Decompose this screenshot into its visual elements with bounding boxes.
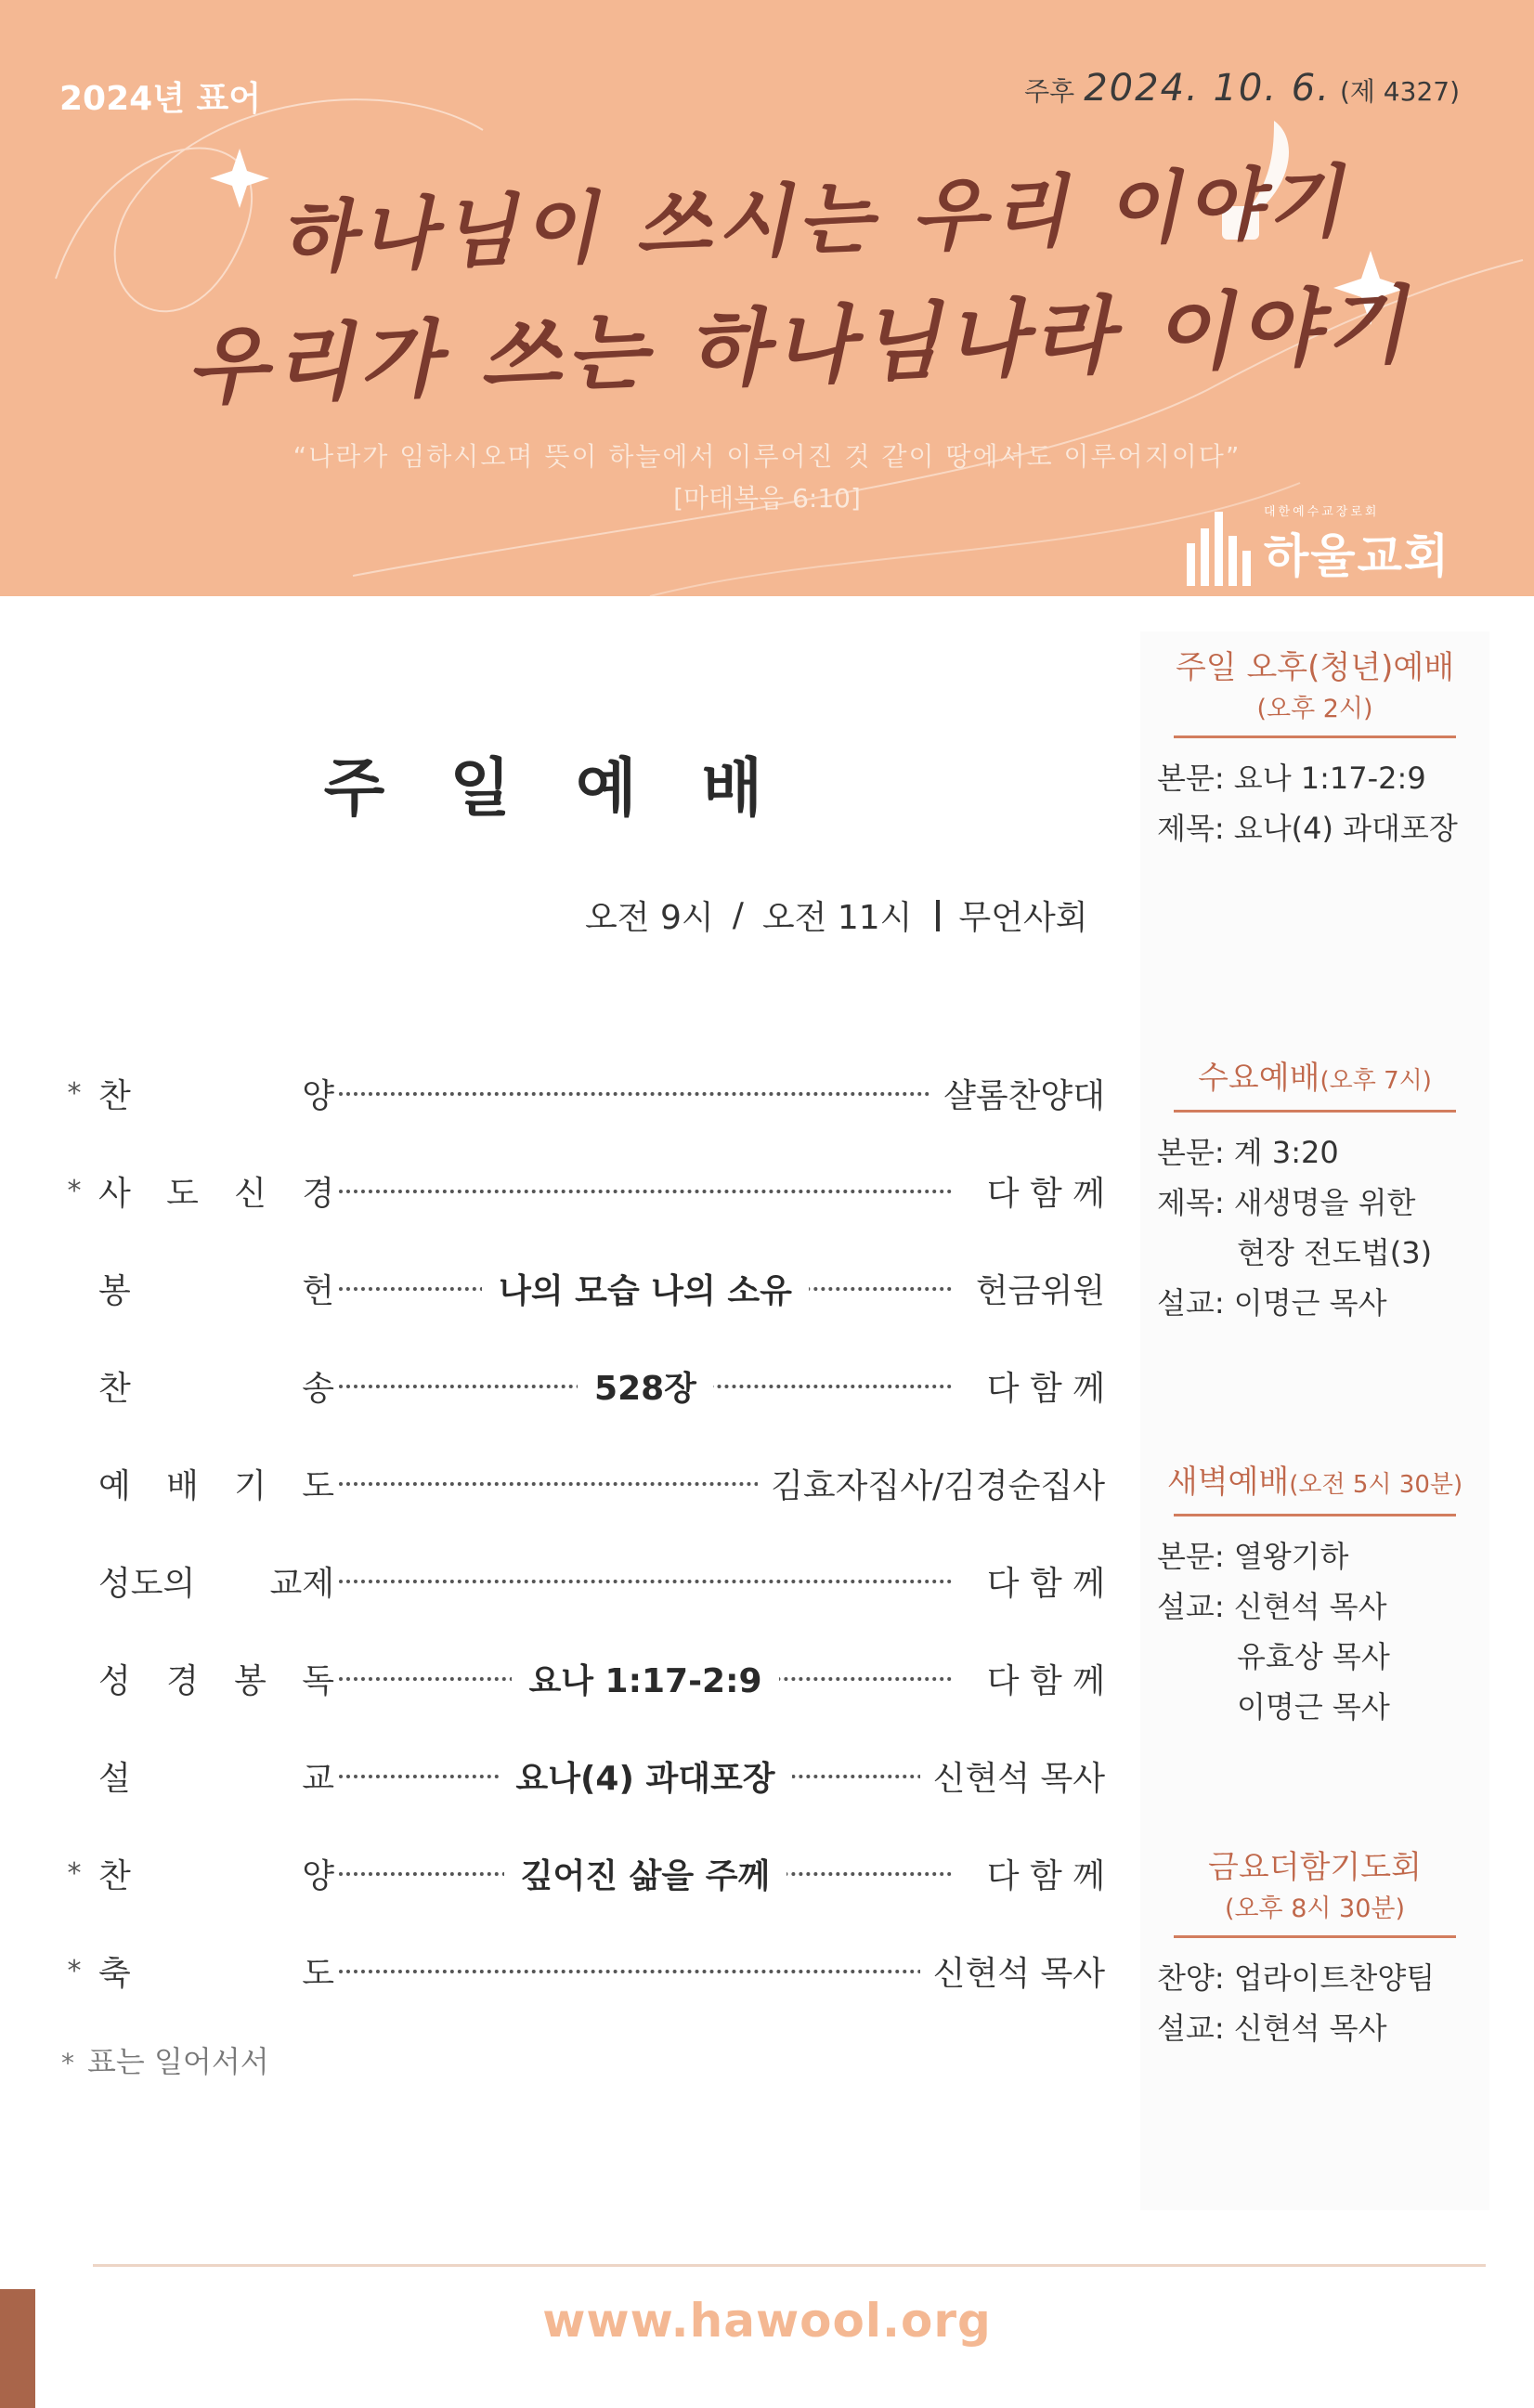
order-row [56,1630,1105,1727]
standing-mark: * [67,1955,82,1987]
service-times [585,892,1088,939]
order-row [56,1240,1105,1337]
order-row [56,1532,1105,1630]
order-item-label: 예 배 기 도 [98,1467,334,1505]
bulletin-date [1024,67,1460,110]
friday-praise-team: 찬양: 업라이트찬양팀 [1157,1959,1436,1996]
order-item-label: 찬 송 [98,1370,334,1408]
dotted-leader [339,1580,952,1583]
order-item-leader: 다 함 께 [974,1167,1105,1215]
order-of-worship [56,1045,1105,2020]
dotted-leader [339,1092,952,1096]
order-item-label: 찬 양 [98,1857,334,1895]
order-item-content: 나의 모습 나의 소유 [339,1265,952,1312]
order-item-leader: 헌금위원 [963,1265,1105,1312]
order-item-label: 사 도 신 경 [98,1175,334,1213]
presider-note: 무언사회 [958,899,1088,937]
standing-mark: * [67,1175,82,1207]
service-title: 주일예배 [323,752,828,826]
friday-preacher: 설교: 신현석 목사 [1157,2010,1387,2046]
order-item-label: 성도의 교제 [98,1565,334,1603]
standing-mark: * [61,2048,74,2078]
corner-tab [0,2289,35,2408]
wednesday-sermon-title-cont: 현장 전도법(3) [1237,1234,1433,1270]
order-item-leader: 신현석 목사 [920,1947,1105,1995]
denomination-label: 대한예수교장로회 [1264,505,1380,519]
order-item-content: 요나(4) 과대포장 [339,1752,952,1800]
wednesday-scripture: 본문: 계 3:20 [1157,1134,1339,1170]
motto-verse: “나라가 임하시오며 뜻이 하늘에서 이루어진 것 같이 땅에서도 이루어지이다” [292,441,1242,472]
issue-number: (제 4327) [1339,76,1460,107]
dawn-scripture: 본문: 열왕기하 [1157,1538,1349,1574]
dawn-preacher-3: 이명근 목사 [1237,1688,1390,1725]
theme-line-1: 하나님이 쓰시는 우리 이야기 [277,154,1350,285]
sparkle-icon [210,149,269,208]
order-row [56,1045,1105,1142]
order-row [56,1337,1105,1435]
logo-bars-icon [1187,512,1251,586]
order-item-content: 깊어진 삶을 주께 [339,1850,952,1897]
order-item-leader: 김효자집사/김경순집사 [758,1460,1105,1507]
dotted-leader [339,1190,952,1193]
dotted-leader [339,1970,952,1973]
order-row [56,1727,1105,1825]
friday-prayer-box [1140,1848,1489,2053]
header-banner [0,0,1534,596]
order-row [56,1922,1105,2020]
afternoon-scripture: 본문: 요나 1:17-2:9 [1157,760,1426,796]
standing-note-text: 표는 일어서서 [87,2044,269,2079]
date-prefix: 주후 [1024,76,1075,107]
date-value: 2024. 10. 6. [1084,67,1331,110]
order-item-leader: 샬롬찬양대 [930,1070,1105,1117]
order-item-content: 528장 [339,1362,952,1410]
order-row [56,1825,1105,1922]
standing-mark: * [67,1857,82,1890]
dawn-preacher-1: 설교: 신현석 목사 [1157,1588,1387,1624]
afternoon-service-time: (오후 2시) [1256,694,1373,723]
church-logo [1187,501,1450,586]
motto-verse-reference: [마태복음 6:10] [673,483,861,514]
friday-prayer-title: 금요더함기도회 [1208,1849,1422,1886]
divider [1174,1110,1456,1113]
order-item-label: 설 교 [98,1760,334,1798]
time-separator: / [732,896,744,934]
order-item-content: 요나 1:17-2:9 [339,1655,952,1702]
theme-line-2: 우리가 쓰는 하나님나라 이야기 [184,275,1413,418]
wednesday-service-title: 수요예배(오후 7시) [1198,1060,1432,1097]
order-item-leader: 다 함 께 [974,1850,1105,1897]
afternoon-service-box [1140,648,1489,853]
friday-prayer-time: (오후 8시 30분) [1224,1894,1406,1923]
order-row [56,1435,1105,1532]
website-link[interactable]: www.hawool.org [542,2294,992,2348]
afternoon-service-title: 주일 오후(청년)예배 [1175,649,1455,686]
divider [1174,1514,1456,1516]
dawn-service-title: 새벽예배(오전 5시 30분) [1166,1464,1463,1501]
service-time-2: 오전 11시 [761,899,913,937]
order-item-label: 성 경 봉 독 [98,1662,334,1700]
divider [1174,1935,1456,1938]
dawn-preacher-2: 유효상 목사 [1237,1638,1390,1674]
wednesday-preacher: 설교: 이명근 목사 [1157,1284,1387,1321]
service-time-1: 오전 9시 [585,899,714,937]
order-item-label: 봉 헌 [98,1272,334,1310]
church-name: 하울교회 [1264,529,1451,583]
dawn-service-box [1140,1463,1489,1732]
order-item-label: 축 도 [98,1955,334,1993]
order-row [56,1142,1105,1240]
sidebar-services [1140,631,1489,2210]
order-item-leader: 신현석 목사 [920,1752,1105,1800]
order-item-leader: 다 함 께 [974,1557,1105,1605]
standing-note [61,2038,269,2081]
wednesday-service-box [1140,1059,1489,1328]
afternoon-sermon-title: 제목: 요나(4) 과대포장 [1157,810,1458,846]
divider [936,900,940,931]
wednesday-sermon-title: 제목: 새생명을 위한 [1157,1184,1416,1220]
standing-mark: * [67,1077,82,1110]
order-item-label: 찬 양 [98,1077,334,1115]
year-motto-label: 2024년 표어 [59,80,262,118]
order-item-leader: 다 함 께 [974,1362,1105,1410]
divider [1174,735,1456,738]
footer-divider [93,2264,1486,2267]
order-item-leader: 다 함 께 [974,1655,1105,1702]
